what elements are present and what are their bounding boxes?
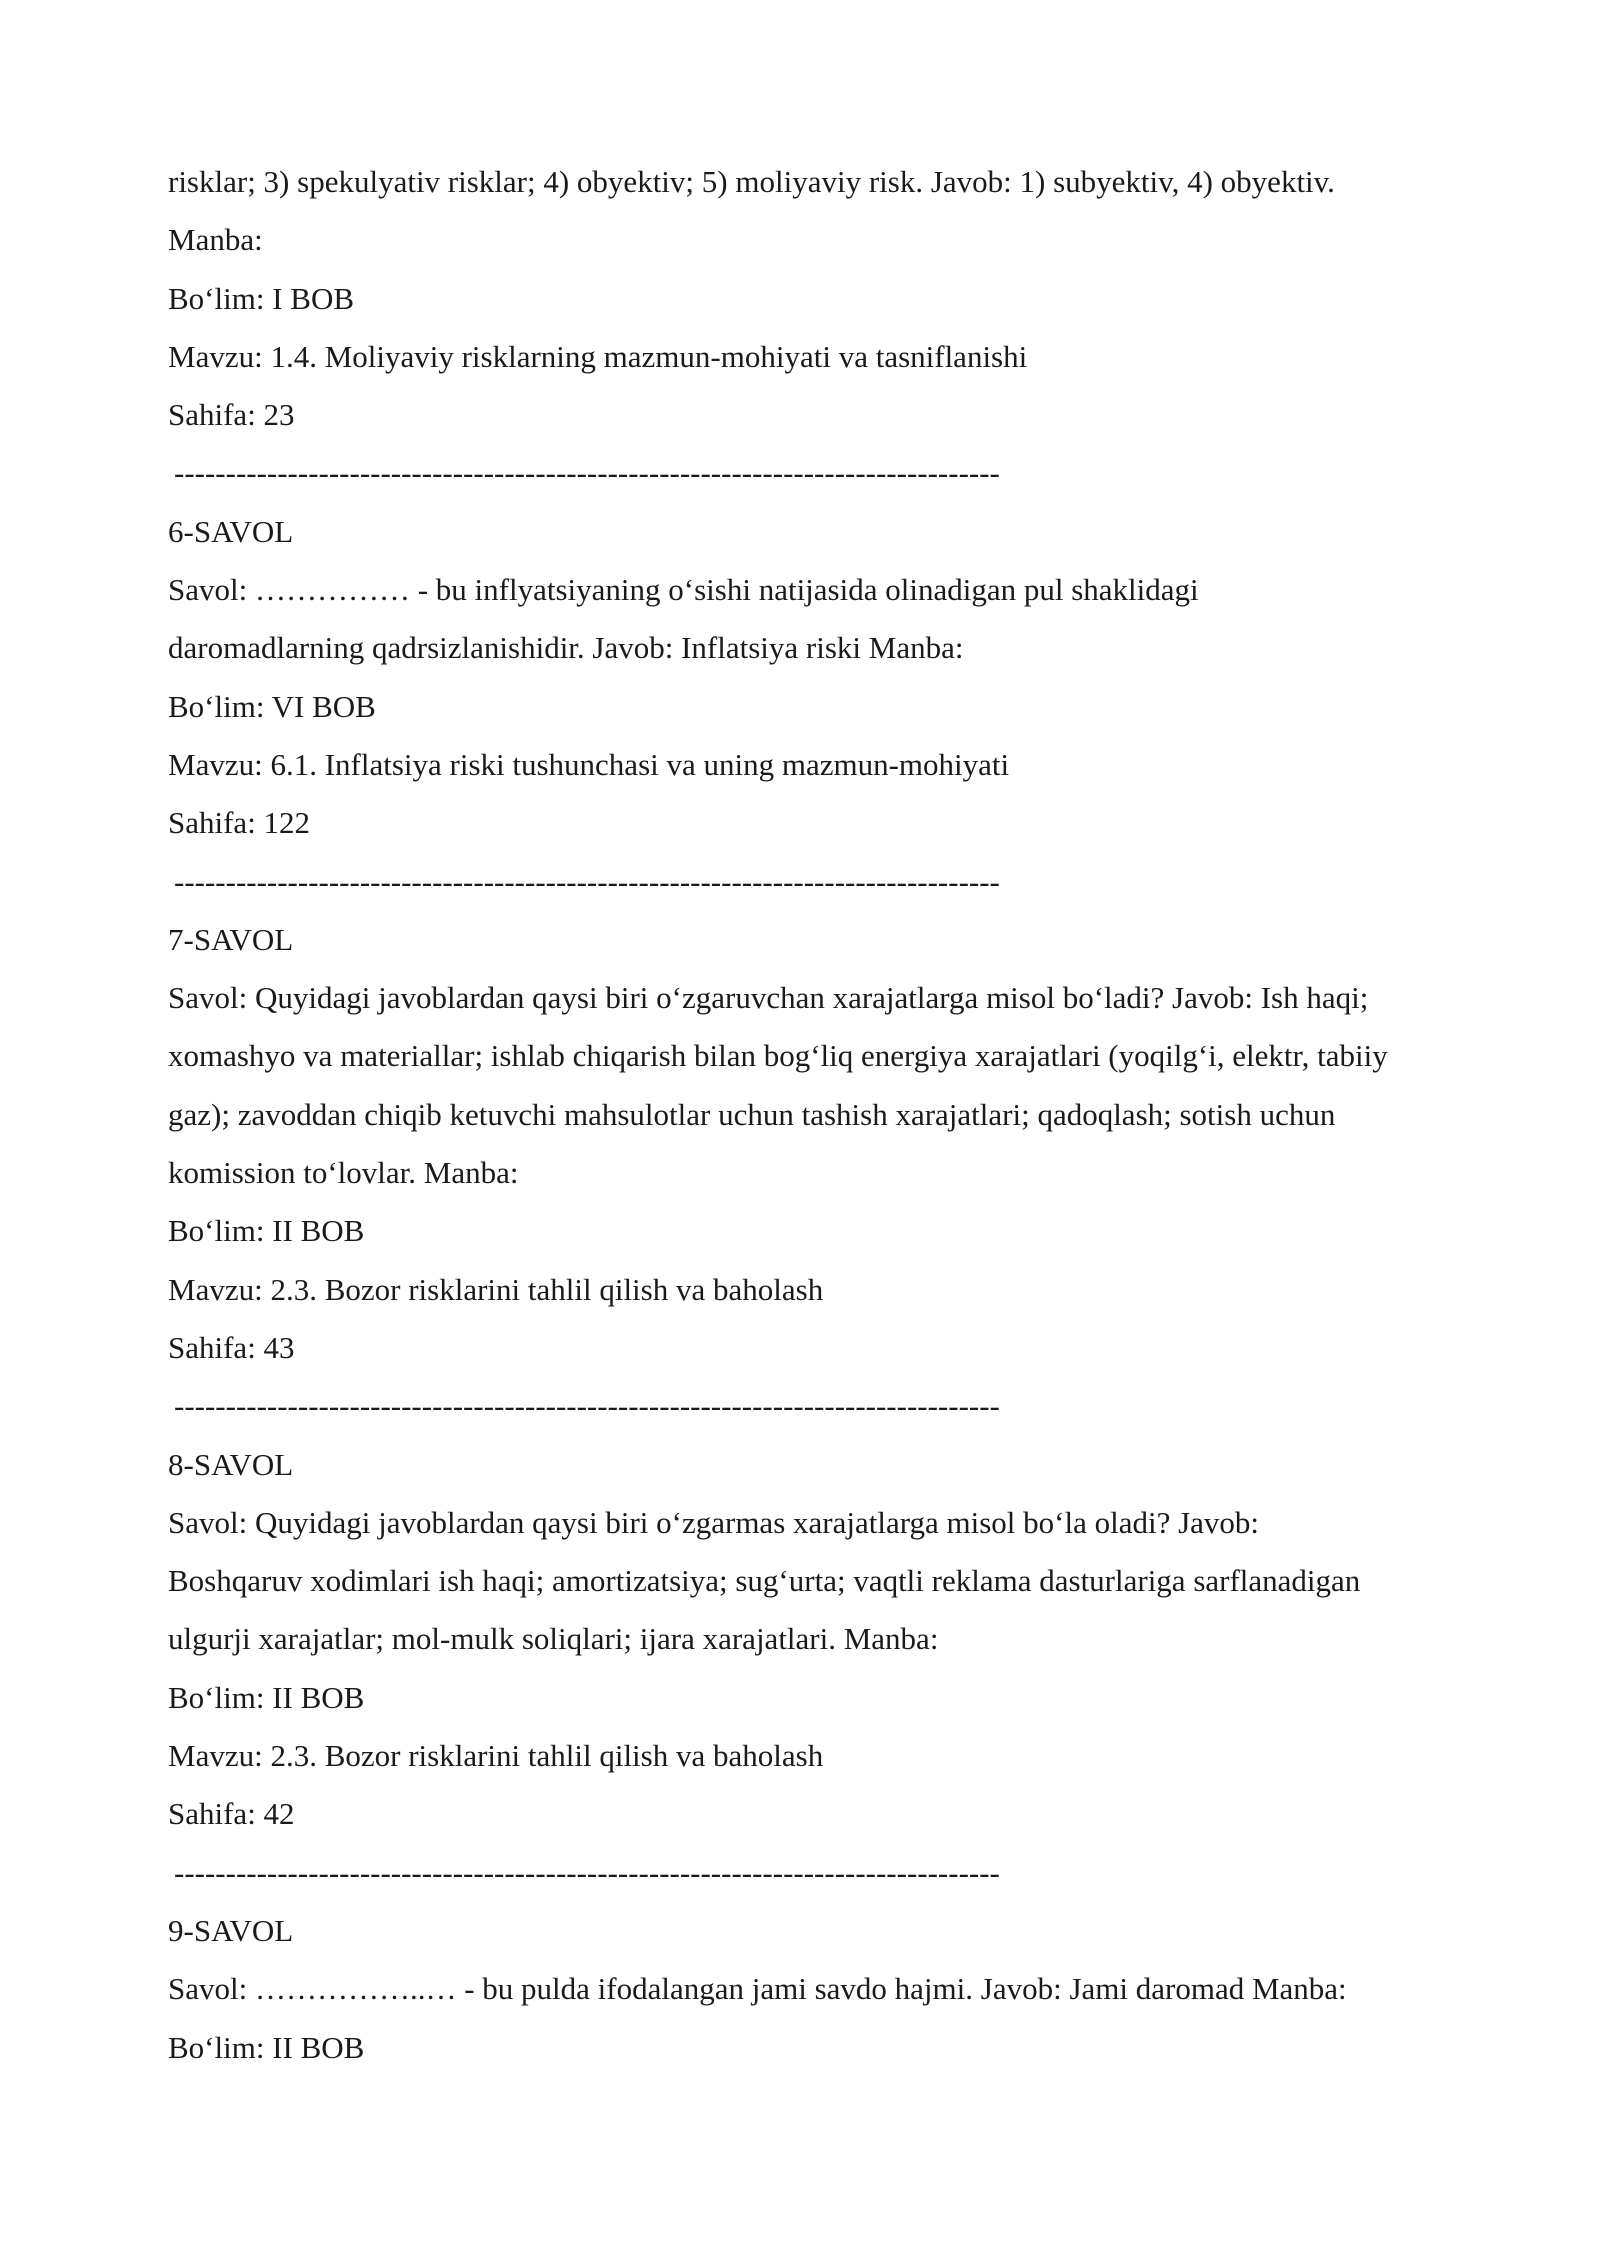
separator: -------------------------------------------------------------------------------- xyxy=(174,1854,1000,1890)
text-line: risklar; 3) spekulyativ risklar; 4) obyektiv; 5) moliyaviy risk. Javob: 1) subyektiv, 4) obyektiv. xyxy=(168,164,1335,199)
question-heading: 8-SAVOL xyxy=(168,1446,294,1482)
question-heading: 7-SAVOL xyxy=(168,921,294,957)
section-line: Bo‘lim: VI BOB xyxy=(168,688,376,724)
topic-line: Mavzu: 1.4. Moliyaviy risklarning mazmun-mohiyati va tasniflanishi xyxy=(168,338,1028,374)
page-line: Sahifa: 43 xyxy=(168,1329,295,1365)
section-line: Bo‘lim: I BOB xyxy=(168,280,355,316)
page-line: Sahifa: 122 xyxy=(168,805,311,841)
question-text: gaz); zavoddan chiqib ketuvchi mahsulotlar uchun tashish xarajatlari; qadoqlash; sotish uchun xyxy=(168,1096,1336,1132)
question-text: ulgurji xarajatlar; mol-mulk soliqlari; ijara xarajatlari. Manba: xyxy=(168,1621,939,1657)
question-text: Savol: ……………..… - bu pulda ifodalangan jami savdo hajmi. Javob: Jami daromad Manba: xyxy=(168,1971,1347,2007)
question-text: komission to‘lovlar. Manba: xyxy=(168,1155,519,1191)
question-heading: 6-SAVOL xyxy=(168,513,294,549)
section-line: Bo‘lim: II BOB xyxy=(168,1679,365,1715)
question-text: xomashyo va materiallar; ishlab chiqarish bilan bog‘liq energiya xarajatlari (yoqilg‘i, elektr, tabiiy xyxy=(168,1038,1388,1074)
separator: -------------------------------------------------------------------------------- xyxy=(174,455,1000,491)
question-text: Savol: Quyidagi javoblardan qaysi biri o‘zgarmas xarajatlarga misol bo‘la oladi? Javob: xyxy=(168,1504,1260,1540)
question-text: Savol: …………… - bu inflyatsiyaning o‘sishi natijasida olinadigan pul shaklidagi xyxy=(168,572,1199,608)
question-text: Boshqaruv xodimlari ish haqi; amortizatsiya; sug‘urta; vaqtli reklama dasturlariga sarflanadigan xyxy=(168,1563,1361,1599)
topic-line: Mavzu: 2.3. Bozor risklarini tahlil qilish va baholash xyxy=(168,1271,824,1307)
question-text: daromadlarning qadrsizlanishidir. Javob: Inflatsiya riski Manba: xyxy=(168,630,964,666)
page-line: Sahifa: 42 xyxy=(168,1796,295,1832)
topic-line: Mavzu: 6.1. Inflatsiya riski tushunchasi va uning mazmun-mohiyati xyxy=(168,746,1010,782)
page-line: Sahifa: 23 xyxy=(168,397,295,433)
question-text: Savol: Quyidagi javoblardan qaysi biri o‘zgaruvchan xarajatlarga misol bo‘ladi? Javob: Ish haqi; xyxy=(168,980,1369,1016)
section-line: Bo‘lim: II BOB xyxy=(168,2029,365,2065)
document-page xyxy=(168,153,1468,2077)
source-label: Manba: xyxy=(168,222,263,258)
separator: -------------------------------------------------------------------------------- xyxy=(174,863,1000,899)
separator: -------------------------------------------------------------------------------- xyxy=(174,1388,1000,1424)
topic-line: Mavzu: 2.3. Bozor risklarini tahlil qilish va baholash xyxy=(168,1738,824,1774)
section-line: Bo‘lim: II BOB xyxy=(168,1213,365,1249)
question-heading: 9-SAVOL xyxy=(168,1912,294,1948)
